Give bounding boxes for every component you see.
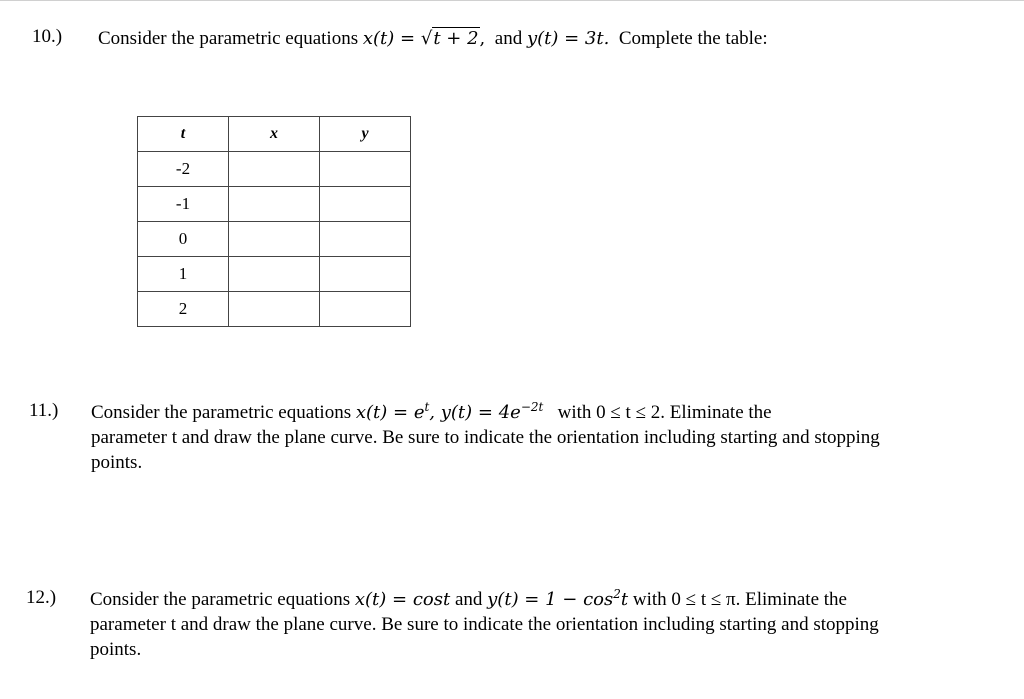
- question-12-and: and: [454, 589, 483, 610]
- question-12-line1-tail: Eliminate the: [745, 589, 847, 610]
- table-header-x: x: [229, 117, 320, 152]
- question-11-lead: Consider the parametric equations: [91, 402, 352, 423]
- question-12-domain: with 0 ≤ t ≤ π.: [632, 589, 741, 610]
- question-10-radicand: t + 2: [433, 28, 479, 49]
- table-header-t: t: [138, 117, 229, 152]
- table-cell-t: -2: [138, 152, 229, 187]
- table-cell-x[interactable]: [229, 152, 320, 187]
- question-11-x-equation: $x(t) = e^t$: [355, 400, 430, 423]
- question-12-number: 12.): [26, 587, 57, 608]
- question-11-line2: parameter t and draw the plane curve. Be sure to indicate the orientation including starting and stopping: [91, 427, 880, 448]
- table-cell-t: 1: [138, 257, 229, 292]
- table-header-row: [138, 117, 411, 152]
- question-11-text: [91, 400, 991, 475]
- table-row: [138, 152, 411, 187]
- question-10-lead: Consider the parametric equations: [98, 28, 359, 49]
- question-11-line3: points.: [91, 452, 143, 473]
- table-header-y: y: [320, 117, 411, 152]
- table-cell-x[interactable]: [229, 257, 320, 292]
- question-10-y-equation: y(t) = 3t.: [526, 28, 610, 49]
- question-11-number: 11.): [29, 400, 59, 421]
- question-10-tail: Complete the table:: [618, 28, 768, 49]
- question-10-and: and: [494, 28, 523, 49]
- question-10-text: [98, 26, 768, 51]
- question-12-text: [90, 587, 990, 662]
- table-cell-y[interactable]: [320, 257, 411, 292]
- table-cell-y[interactable]: [320, 222, 411, 257]
- question-11-line1-tail: Eliminate the: [669, 402, 772, 423]
- question-12-line2: parameter t and draw the plane curve. Be sure to indicate the orientation including starting and stopping: [90, 614, 879, 635]
- table-cell-x[interactable]: [229, 292, 320, 327]
- table-row: [138, 257, 411, 292]
- question-12-line3: points.: [90, 639, 142, 660]
- table-cell-y[interactable]: [320, 152, 411, 187]
- table-cell-t: -1: [138, 187, 229, 222]
- question-11-y-equation: , $y(t) = 4e^{-2t}$: [429, 400, 544, 423]
- table-cell-x[interactable]: [229, 187, 320, 222]
- table-cell-y[interactable]: [320, 187, 411, 222]
- table-cell-t: 2: [138, 292, 229, 327]
- question-10-number: 10.): [32, 26, 63, 47]
- table-row: [138, 222, 411, 257]
- table-row: [138, 292, 411, 327]
- question-12-y-equation: $y(t) = 1 - \cos^2t$: [487, 587, 629, 610]
- question-12-lead: Consider the parametric equations: [90, 589, 351, 610]
- table-row: [138, 187, 411, 222]
- table-cell-x[interactable]: [229, 222, 320, 257]
- table-cell-y[interactable]: [320, 292, 411, 327]
- question-10-x-equation: x(t) = √t + 2,: [362, 28, 486, 49]
- question-10-table: [137, 116, 411, 327]
- question-11-domain: with 0 ≤ t ≤ 2.: [557, 402, 666, 423]
- table-cell-t: 0: [138, 222, 229, 257]
- top-rule: [0, 0, 1024, 1]
- question-12-x-equation: x(t) = cost: [354, 589, 451, 610]
